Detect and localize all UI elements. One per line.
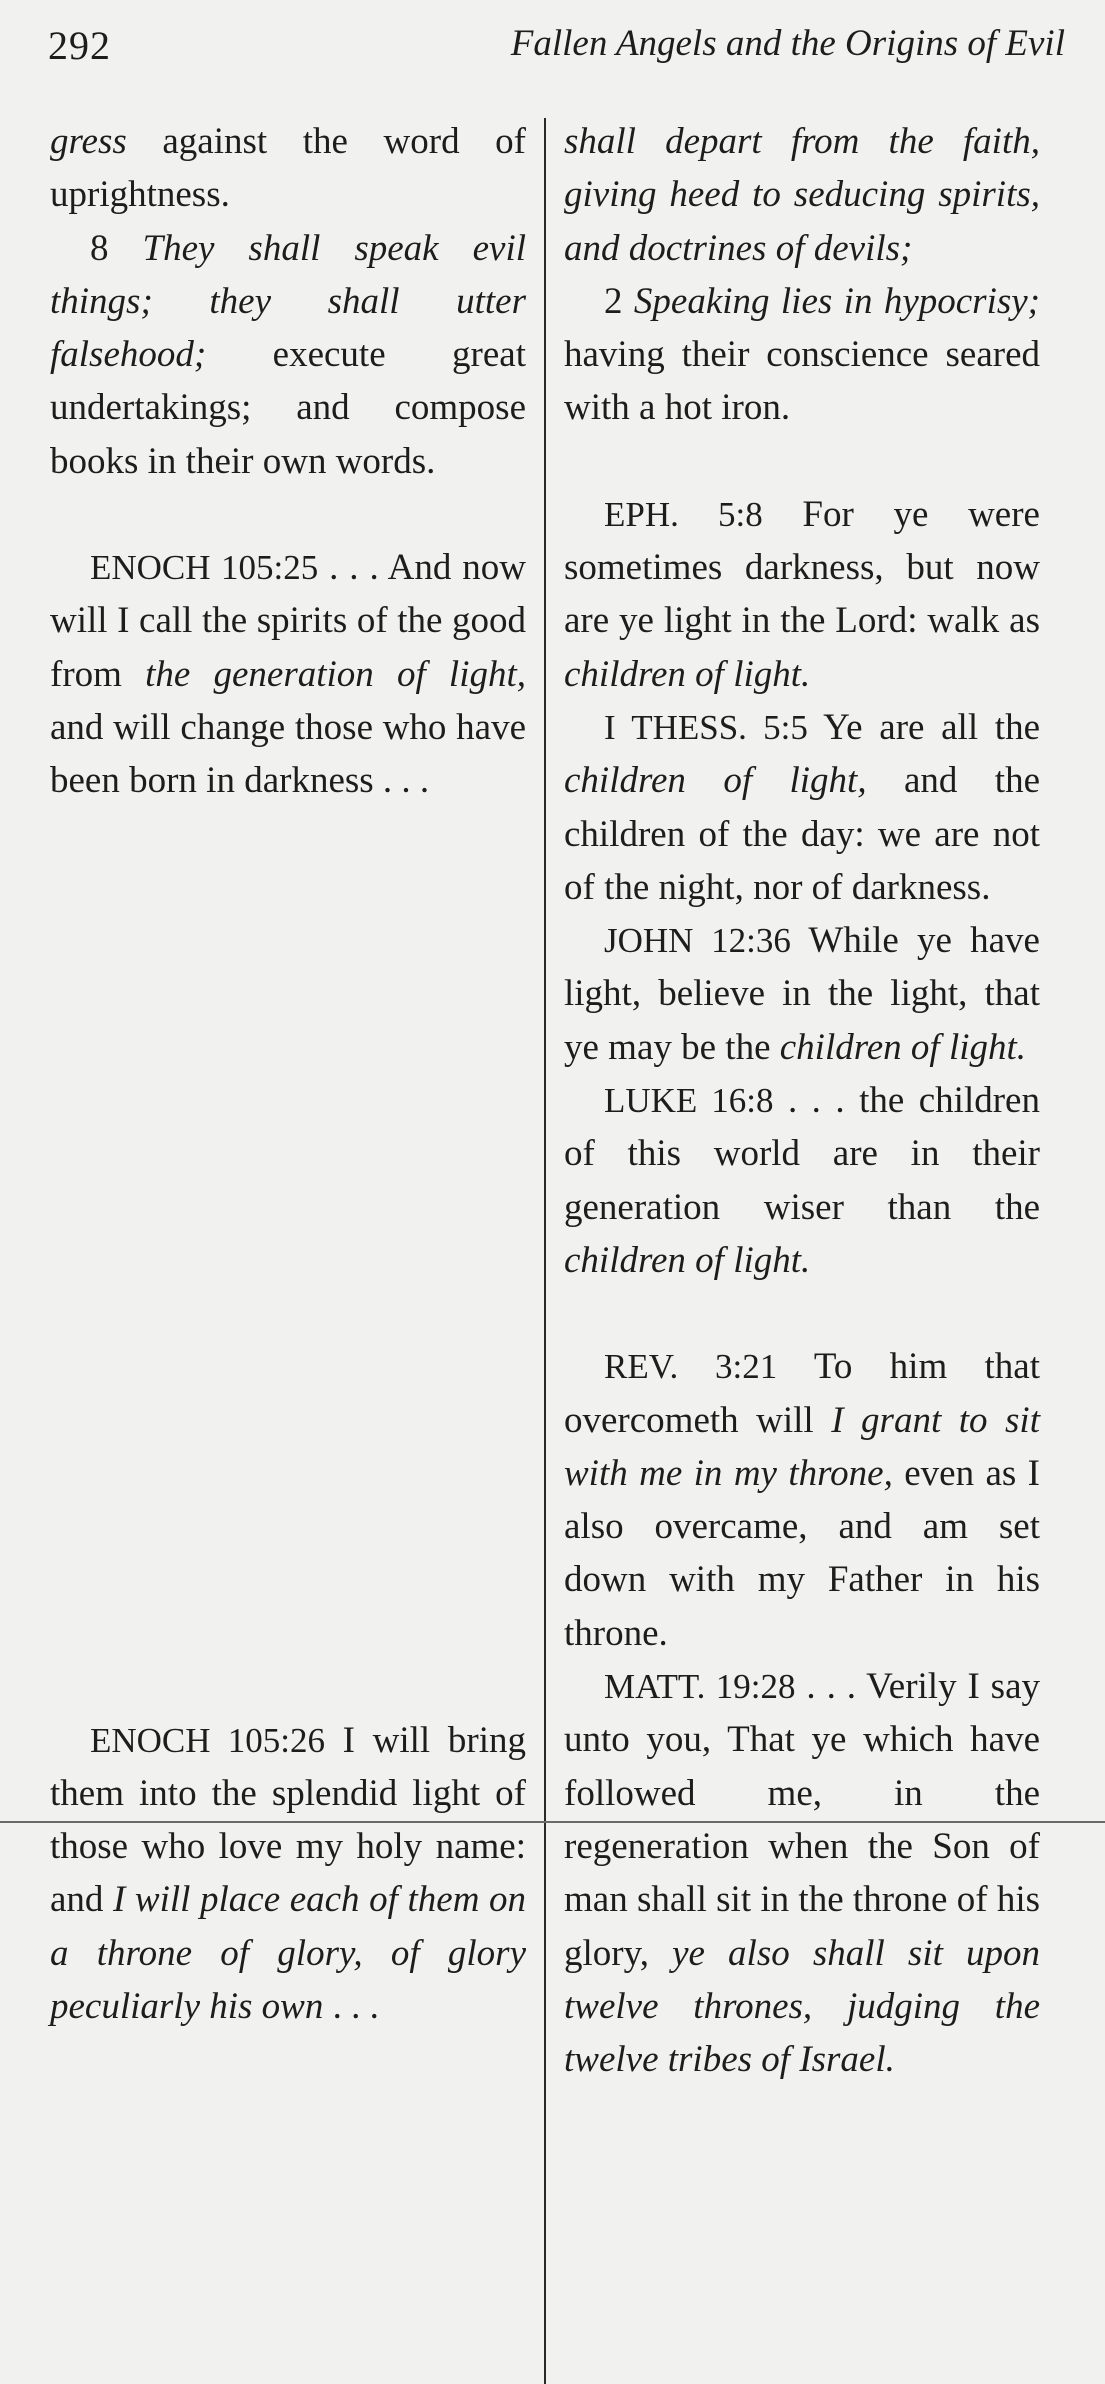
verse-reference: I THESS. 5:5 [604,707,808,747]
right-paragraph: JOHN 12:36 While ye have light, believe in the light, that ye may be the children of light. [564,920,1040,1068]
right-paragraph: REV. 3:21 To him that overcometh will I grant to sit with me in my throne, even as I also overcame, and am set down with my Father in his throne. [564,1346,1040,1654]
column-divider [544,118,546,2384]
right-paragraph: shall depart from the faith, giving heed to seducing spirits, and doctrines of devils; [564,121,1040,269]
verse-reference: ENOCH 105:25 [90,548,319,588]
page-number: 292 [48,23,111,68]
left-paragraph: 8 They shall speak evil things; they shall utter falsehood; execute great undertakings; and compose books in their own words. [50,227,527,482]
verse-reference: MATT. 19:28 [604,1667,796,1707]
right-paragraph: 2 Speaking lies in hypocrisy; having their conscience seared with a hot iron. [564,280,1041,429]
verse-reference: ENOCH 105:26 [90,1720,325,1760]
verse-reference: EPH. 5:8 [604,494,763,534]
right-paragraph: LUKE 16:8 . . . the children of this world are in their generation wiser than the children of light. [564,1080,1040,1281]
verse-reference: JOHN 12:36 [604,921,791,961]
verse-reference: REV. 3:21 [604,1347,778,1387]
right-paragraph: I THESS. 5:5 Ye are all the children of light, and the children of the day: we are not of the night, nor of darkness. [564,706,1040,908]
left-paragraph: gress against the word of uprightness. [50,121,526,216]
left-column [50,115,526,2033]
left-paragraph: ENOCH 105:26 I will bring them into the splendid light of those who love my holy name: and I will place each of them on a throne of glory, of glory peculiarly his own . . . [50,1719,527,2028]
right-paragraph: MATT. 19:28 . . . Verily I say unto you, That ye which have followed me, in the regeneration when the Son of man shall sit in the throne of his glory, ye also shall sit upon twelve thrones, judging the twelve tribes of Israel. [564,1666,1040,2081]
page-header [48,18,1065,78]
running-head: Fallen Angels and the Origins of Evil [510,23,1065,64]
right-paragraph: EPH. 5:8 For ye were sometimes darkness, but now are ye light in the Lord: walk as children of light. [564,493,1040,695]
left-paragraph: ENOCH 105:25 . . . And now will I call the spirits of the good from the generation of light, and will change those who have been born in darkness . . . [50,547,526,802]
verse-reference: LUKE 16:8 [604,1081,774,1121]
right-column [564,115,1040,2086]
